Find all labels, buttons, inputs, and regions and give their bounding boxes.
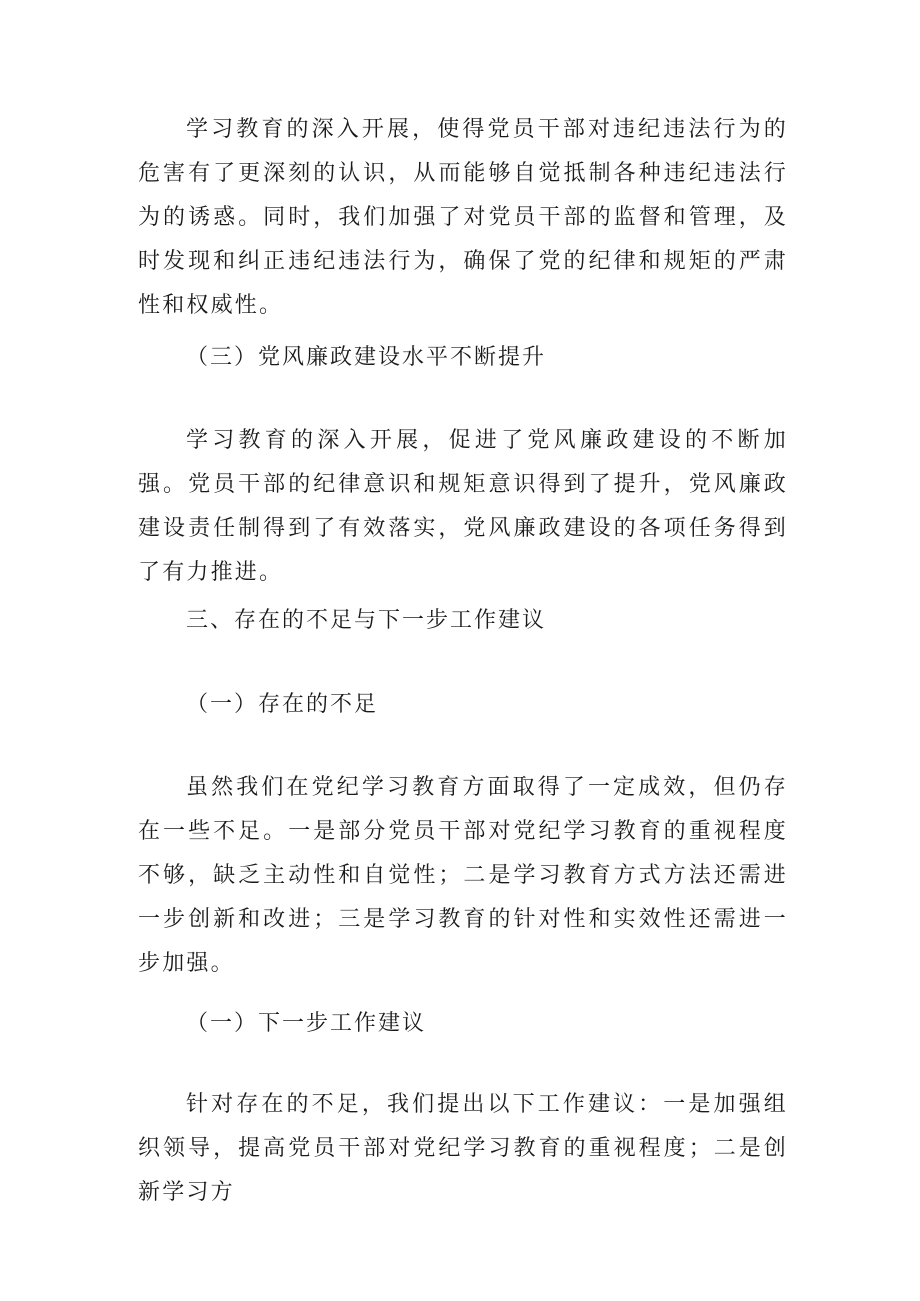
section-heading-shortcomings-and-suggestions: 三、存在的不足与下一步工作建议 [186,608,547,633]
paragraph-next-steps: 针对存在的不足，我们提出以下工作建议：一是加强组织领导，提高党员干部对党纪学习教育的重视程度；二是创新学习方 [138,1092,788,1205]
paragraph-shortcomings: 虽然我们在党纪学习教育方面取得了一定成效，但仍存在一些不足。一是部分党员干部对党纪学习教育的重视程度不够，缺乏主动性和自觉性；二是学习教育方式方法还需进一步创新和改进；三是学习教育的针对性和实效性还需进一步加强。 [138,775,788,976]
paragraph-integrity-building: 学习教育的深入开展，促进了党风廉政建设的不断加强。党员干部的纪律意识和规矩意识得到了提升，党风廉政建设责任制得到了有效落实，党风廉政建设的各项任务得到了有力推进。 [138,428,788,585]
subheading-integrity-improvement: （三）党风廉政建设水平不断提升 [186,345,547,370]
subheading-shortcomings: （一）存在的不足 [186,692,379,717]
paragraph-discipline-awareness: 学习教育的深入开展，使得党员干部对违纪违法行为的危害有了更深刻的认识，从而能够自觉抵制各种违纪违法行为的诱惑。同时，我们加强了对党员干部的监督和管理，及时发现和纠正违纪违法行为，确保了党的纪律和规矩的严肃性和权威性。 [138,117,788,318]
subheading-next-steps: （一）下一步工作建议 [186,1011,427,1036]
